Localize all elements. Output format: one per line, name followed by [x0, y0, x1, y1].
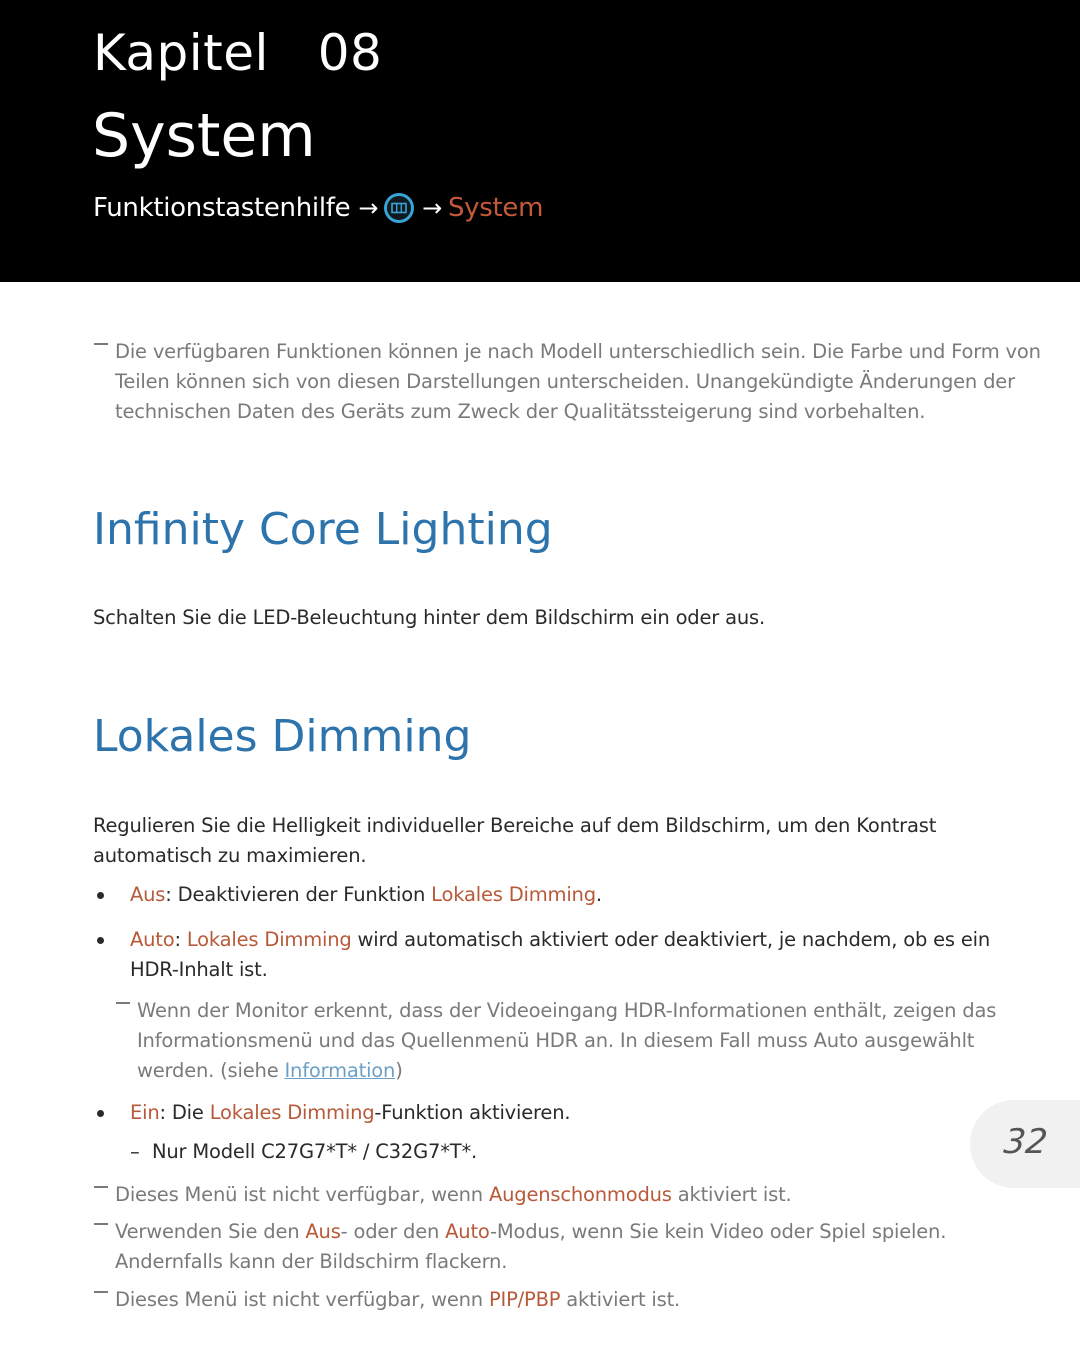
note-text-end: -Modus, wenn Sie kein Video oder Spiel spielen. Andernfalls kann der Bildschirm flackern.: [115, 1220, 947, 1273]
option-text: wird automatisch aktiviert oder deaktiviert, je nachdem, ob es ein HDR-Inhalt ist.: [130, 928, 991, 981]
note-pip-pbp: [115, 1285, 965, 1315]
option-ein: [130, 1098, 1030, 1128]
option-term: Ein: [130, 1101, 160, 1124]
option-term: Aus: [130, 883, 166, 906]
option-text: Deaktivieren der Funktion: [177, 883, 432, 906]
note-augenschonmodus: [115, 1180, 965, 1210]
intro-note: Die verfügbaren Funktionen können je nach Modell unterschiedlich sein. Die Farbe und Form von Teilen können sich von diesen Darstellungen unterscheiden. Unangekündigte Änderungen der technischen Daten des Geräts zum Zweck der Qualitätssteigerung sind vorbehalten.: [115, 340, 1041, 423]
note-text: Wenn der Monitor erkennt, dass der Videoeingang HDR-Informationen enthält, zeigen das Informationsmenü und das Quellenmenü HDR an. In diesem Fall muss Auto ausgewählt werden. (siehe: [137, 999, 997, 1082]
note-dash-icon: [94, 1291, 108, 1293]
chapter-title: System: [92, 101, 316, 171]
note-dash-icon: [116, 1002, 130, 1004]
feature-ref: Lokales Dimming: [431, 883, 596, 906]
chapter-label: Kapitel 08: [93, 24, 383, 82]
option-aus: [130, 880, 1050, 910]
section-body-infinity-core-lighting: Schalten Sie die LED-Beleuchtung hinter dem Bildschirm ein oder aus.: [93, 606, 765, 629]
feature-ref: Aus: [305, 1220, 341, 1243]
feature-ref: Auto: [445, 1220, 491, 1243]
note-dash-icon: [94, 343, 108, 345]
separator: :: [174, 928, 187, 951]
bullet-icon: [97, 1110, 104, 1117]
separator: : Die: [159, 1101, 210, 1124]
note-text-end: ): [395, 1059, 403, 1082]
option-ein-subnote: [130, 1137, 930, 1167]
note-text-end: aktiviert ist.: [560, 1288, 681, 1311]
note-flicker: [115, 1217, 1055, 1277]
option-term: Auto: [130, 928, 175, 951]
breadcrumb: [93, 188, 543, 228]
feature-ref: PIP/PBP: [488, 1288, 561, 1311]
subnote-text: Nur Modell C27G7*T* / C32G7*T*.: [152, 1140, 478, 1163]
note-text: Verwenden Sie den: [115, 1220, 306, 1243]
breadcrumb-start: Funktionstastenhilfe: [93, 193, 351, 223]
note-dash-icon: [94, 1186, 108, 1188]
breadcrumb-current: System: [447, 193, 544, 223]
separator: :: [165, 883, 178, 906]
section-heading-infinity-core-lighting: Infinity Core Lighting: [93, 504, 553, 555]
option-text-end: .: [595, 883, 602, 906]
section-heading-lokales-dimming: Lokales Dimming: [93, 711, 472, 762]
arrow-right-icon: →: [358, 194, 379, 222]
chapter-header: [0, 0, 1080, 282]
note-dash-icon: [94, 1223, 108, 1225]
bullet-icon: [97, 937, 104, 944]
note-text: Dieses Menü ist nicht verfügbar, wenn: [115, 1183, 489, 1206]
information-link[interactable]: Information: [284, 1059, 396, 1082]
page-number: 32: [1001, 1122, 1050, 1162]
section-body-lokales-dimming: Regulieren Sie die Helligkeit individueller Bereiche auf dem Bildschirm, um den Kontrast automatisch zu maximieren.: [93, 814, 937, 867]
note-text: Dieses Menü ist nicht verfügbar, wenn: [115, 1288, 489, 1311]
note-text-end: aktiviert ist.: [671, 1183, 792, 1206]
menu-button-icon: [384, 193, 414, 223]
option-auto-note: [137, 996, 1042, 1086]
arrow-right-icon: →: [422, 194, 442, 222]
feature-ref: Lokales Dimming: [186, 928, 352, 951]
grid-bars-icon: [391, 202, 407, 214]
feature-ref: Lokales Dimming: [209, 1101, 375, 1124]
option-text: -Funktion aktivieren.: [374, 1101, 571, 1124]
note-text-mid: - oder den: [340, 1220, 446, 1243]
en-dash-icon: –: [130, 1140, 140, 1163]
bullet-icon: [97, 892, 104, 899]
feature-ref: Augenschonmodus: [488, 1183, 672, 1206]
option-auto: [130, 925, 1030, 985]
